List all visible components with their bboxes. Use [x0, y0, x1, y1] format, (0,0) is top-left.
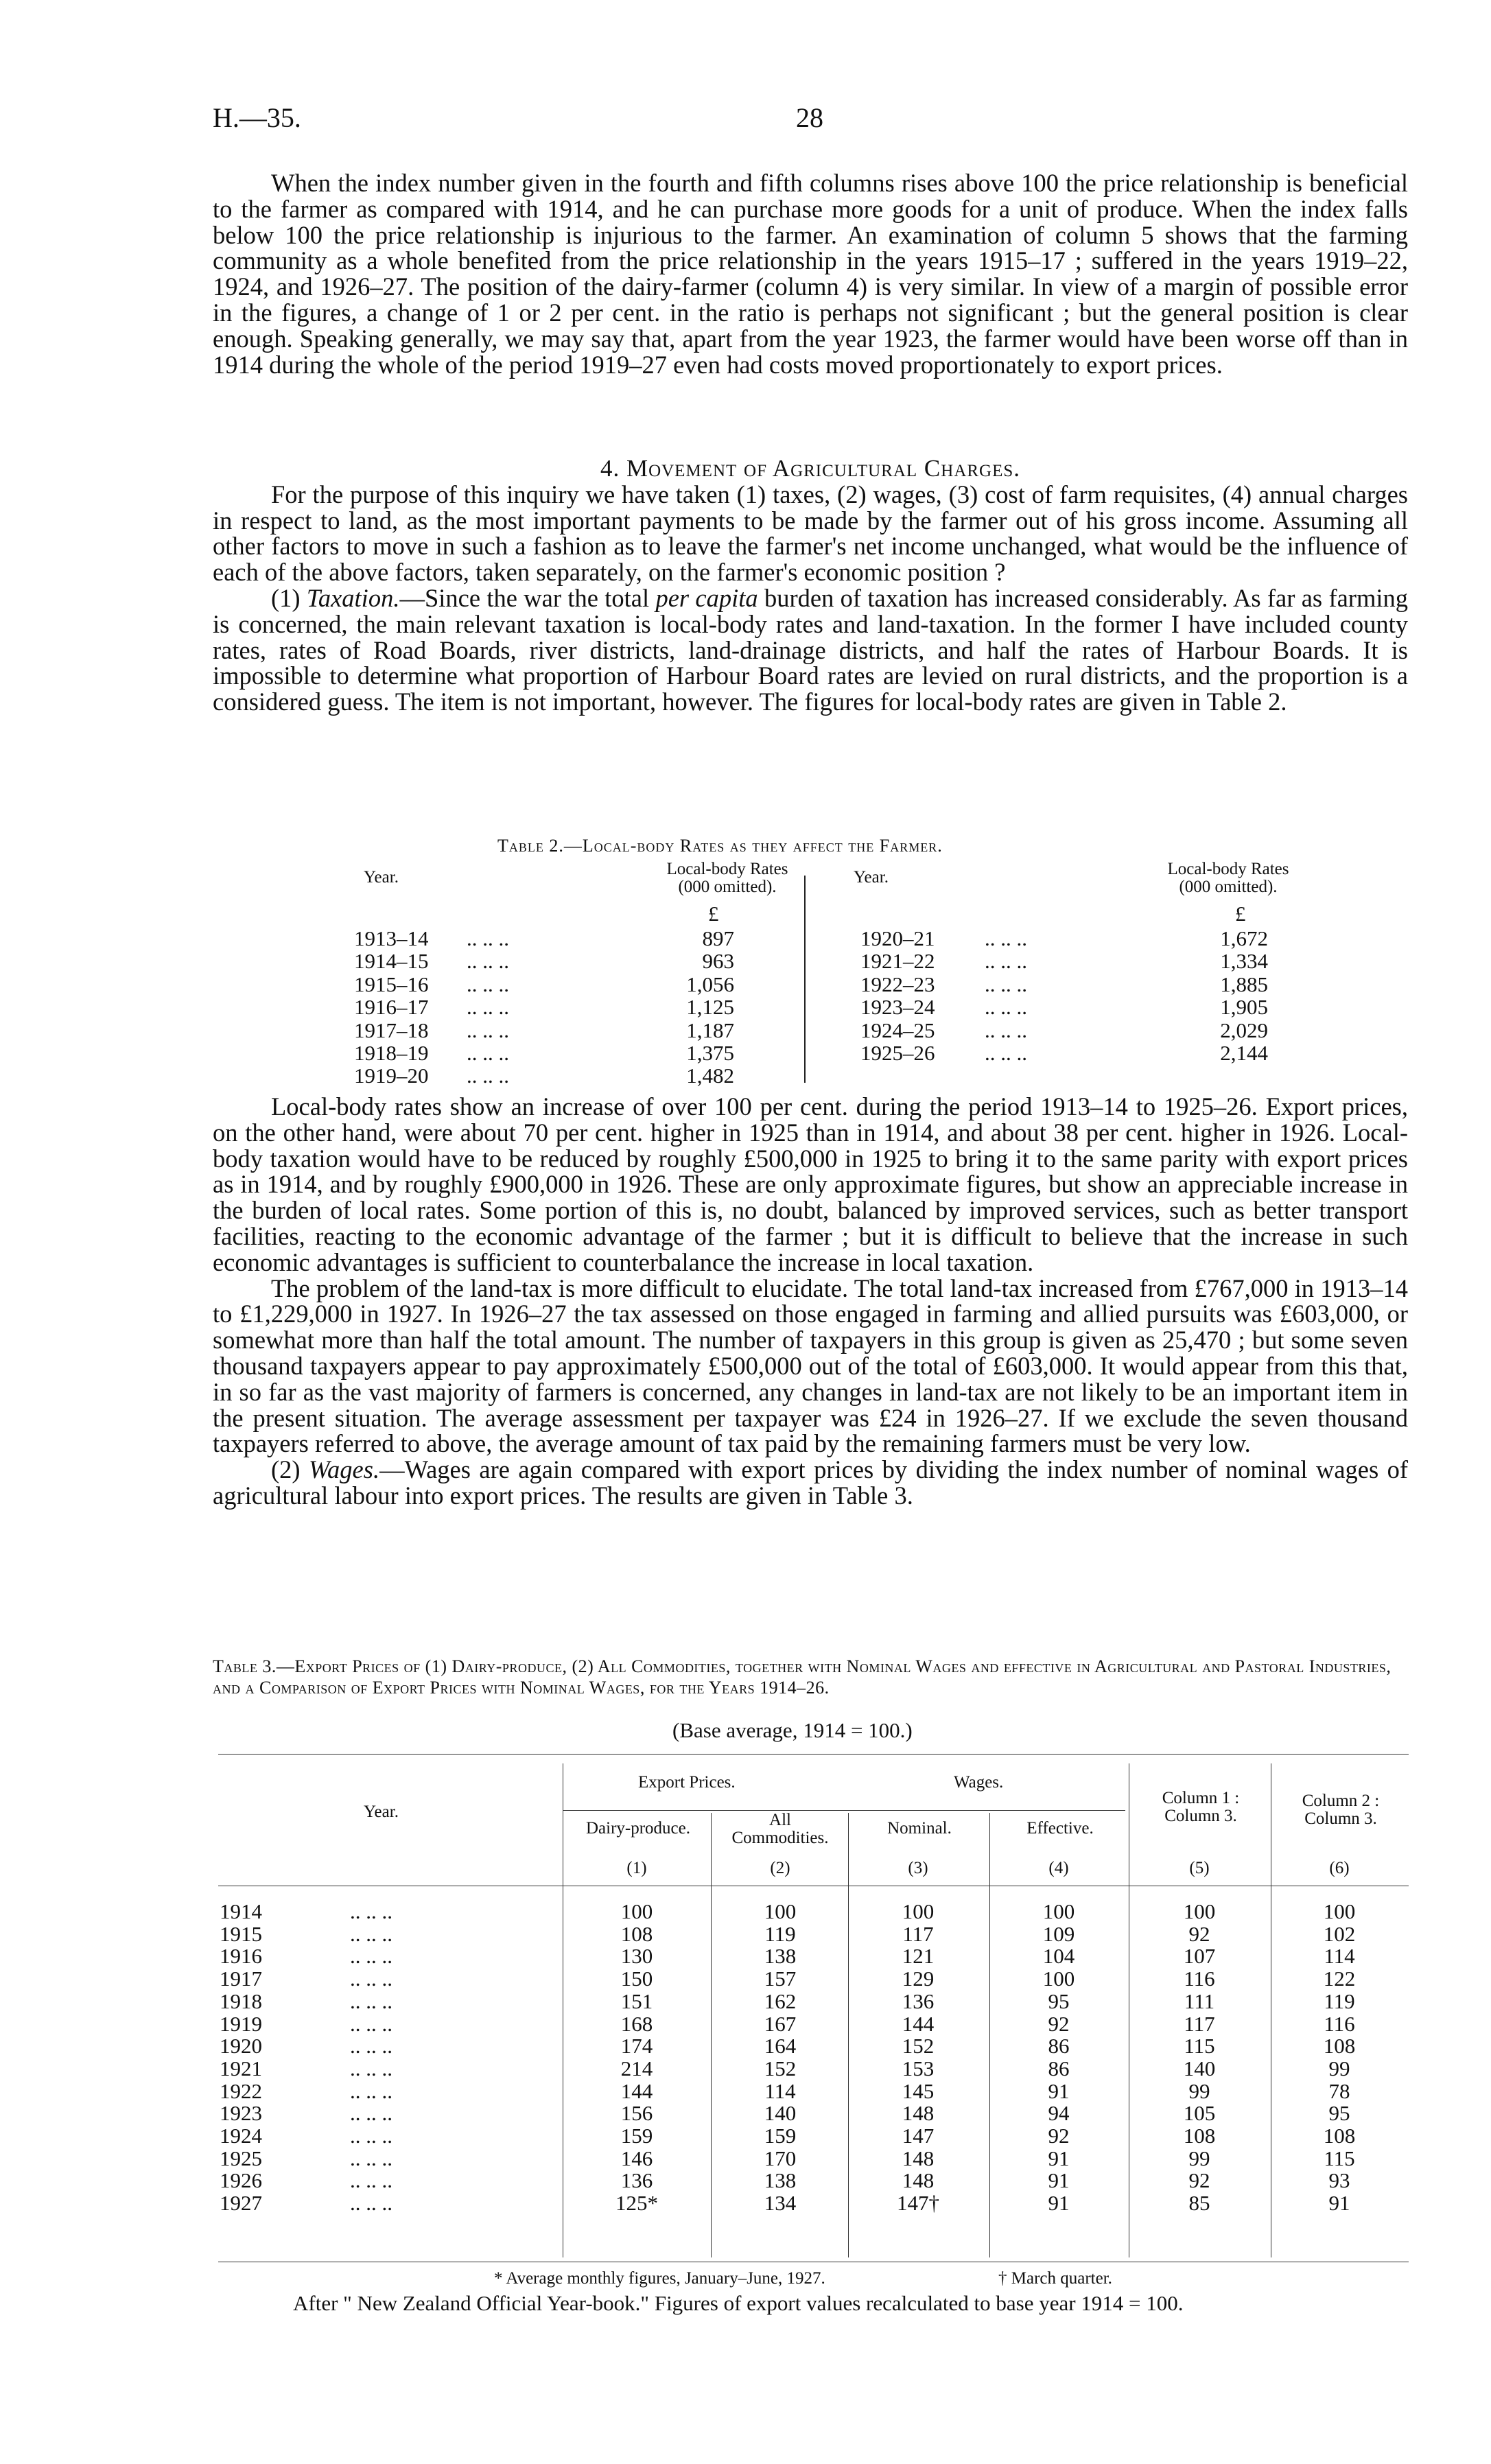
table-2-value-cell: 1,125 [686, 995, 734, 1020]
table-3-cell-c3: 100 [902, 1899, 935, 1923]
table-2-value-cell: 1,187 [686, 1018, 734, 1042]
table-3-cell-c1: 144 [620, 2078, 653, 2103]
table-2-value-cell: 1,334 [1220, 949, 1268, 974]
table-2-value-cell: 1,056 [686, 972, 734, 996]
table-2-value-cell: 1,885 [1220, 972, 1268, 996]
table-3-cell-c5: 100 [1183, 1899, 1216, 1923]
table-3-cell-c6: 115 [1324, 2146, 1355, 2170]
paragraph-purpose: For the purpose of this inquiry we have taken (1) taxes, (2) wages, (3) cost of farm requisites, (4) annual charges in respect to land, as the most important payments to be made by the farmer out of his gross income. Assuming all other factors to move in such a fashion as to leave the farmer's net income unchanged, what would be the influence of each of the above factors, taken separately, on the farmer's economic position ? [213, 480, 1408, 587]
table-3-cell-c1: 100 [620, 1899, 653, 1923]
table-3-cell-c5: 85 [1188, 2191, 1210, 2216]
table-3-cell-c3: 148 [902, 2168, 935, 2193]
source-note: After " New Zealand Official Year-book." Figures of export values recalculated to base year 1914 = 100. [293, 2291, 1184, 2315]
table-3-year-cell: 1924 [220, 2124, 262, 2148]
table-3-year-cell: 1919 [220, 2011, 262, 2036]
table-2-currency: £ [708, 902, 719, 926]
table-3-cell-c6: 116 [1324, 2011, 1355, 2036]
table-2-year-cell: 1918–19 [354, 1041, 429, 1065]
text-block-middle [213, 1094, 1408, 1509]
table-3-cell-c6: 114 [1324, 1944, 1355, 1969]
table-3-cell-c2: 167 [764, 2011, 797, 2036]
table-2-year-cell: 1923–24 [860, 995, 935, 1020]
table-3-head-effective: Effective. [1026, 1819, 1094, 1838]
table-2-leaders: .. .. .. [985, 995, 1027, 1020]
table-2-col-year-b: Year. [854, 868, 889, 887]
table-3-cell-c3: 148 [902, 2101, 935, 2126]
table-3-leaders: .. .. .. [350, 1921, 392, 1946]
table-3-cell-c4: 91 [1048, 2168, 1070, 2193]
table-3-cell-c5: 92 [1188, 1921, 1210, 1946]
table-3-cell-c2: 152 [764, 2056, 797, 2080]
table-2-value-cell: 1,482 [686, 1064, 734, 1088]
table-3-head-col6: Column 2 : Column 3. [1302, 1792, 1380, 1828]
table-3-cell-c6: 95 [1328, 2101, 1350, 2126]
table-3-group-rule [563, 1810, 1125, 1811]
table-3-cell-c1: 125* [615, 2191, 658, 2216]
table-3-head-col5: Column 1 : Column 3. [1162, 1789, 1240, 1825]
table-3-cell-c3: 144 [902, 2011, 935, 2036]
page-number: 28 [796, 102, 823, 133]
table-3-cell-c3: 121 [902, 1944, 935, 1969]
table-3-colnum: (5) [1189, 1859, 1210, 1877]
table-2-value-cell: 1,905 [1220, 995, 1268, 1020]
paragraph-local-body-rates: Local-body rates show an increase of over 100 per cent. during the period 1913–14 to 1925–26. Export prices, on the other hand, were about 70 per cent. higher in 1925 than in 1914, and about 38 per cent. higher in 1926. Local-body taxation would have to be reduced by roughly £500,000 in 1925 to bring it to the same parity with export prices as in 1914, and by roughly £900,000 in 1926. These are only approximate figures, but show an appreciable increase in the burden of local rates. Some portion of this is, no doubt, balanced by improved services, such as better transport facilities, reacting to the economic advantage of the farmer ; but it is difficult to believe that the increase in such economic advantages is sufficient to counterbalance the increase in local taxation. [213, 1092, 1408, 1276]
table-2-leaders: .. .. .. [985, 1018, 1027, 1042]
table-2-value-cell: 1,672 [1220, 926, 1268, 950]
table-3-year-cell: 1926 [220, 2168, 262, 2193]
table-3-cell-c5: 111 [1184, 1988, 1215, 2013]
table-3-top-rule [218, 1754, 1409, 1755]
table-3-title: Table 3.—Export Prices of (1) Dairy-produce, (2) All Commodities, together with Nominal Wages and effective in Agricultural and Pastoral Industries, and a Comparison of Export Prices with Nominal Wages, for the Years 1914–26. [213, 1656, 1392, 1698]
paragraph-land-tax: The problem of the land-tax is more difficult to elucidate. The total land-tax increased from £767,000 in 1913–14 to £1,229,000 in 1927. In 1926–27 the tax assessed on those engaged in farming and allied pursuits was £603,000, or somewhat more than half the total amount. The number of taxpayers in this group is given as 25,470 ; but some seven thousand taxpayers appear to pay approximately £500,000 out of the total of £603,000. It would appear from this that, in so far as the vast majority of farmers is concerned, any changes in land-tax are not likely to be an important item in the present situation. The average assessment per taxpayer was £24 in 1926–27. If we exclude the seven thousand taxpayers referred to above, the average amount of tax paid by the remaining farmers must be very low. [213, 1274, 1408, 1458]
table-3-leaders: .. .. .. [350, 1899, 392, 1923]
table-3-leaders: .. .. .. [350, 2078, 392, 2103]
table-3-cell-c3: 129 [902, 1967, 935, 1991]
table-3-leaders: .. .. .. [350, 1967, 392, 1991]
table-3-cell-c3: 147 [902, 2124, 935, 2148]
table-3-year-cell: 1921 [220, 2056, 262, 2080]
table-3-leaders: .. .. .. [350, 1944, 392, 1969]
table-3-cell-c6: 100 [1323, 1899, 1356, 1923]
footnote-march-quarter: † March quarter. [998, 2269, 1112, 2288]
table-3-cell-c4: 91 [1048, 2146, 1070, 2170]
table-3-colnum: (2) [770, 1859, 790, 1877]
table-3-cell-c4: 91 [1048, 2191, 1070, 2216]
table-3-head-nominal: Nominal. [887, 1819, 952, 1838]
table-3-cell-c1: 151 [620, 1988, 653, 2013]
table-2-value-cell: 2,029 [1220, 1018, 1268, 1042]
table-3-leaders: .. .. .. [350, 2011, 392, 2036]
table-3-cell-c6: 99 [1328, 2056, 1350, 2080]
table-3-base-note: (Base average, 1914 = 100.) [672, 1718, 913, 1742]
table-2-value-cell: 963 [702, 949, 734, 974]
table-3-cell-c4: 86 [1048, 2034, 1070, 2058]
table-3-colnum: (3) [908, 1859, 928, 1877]
wages-label: Wages. [308, 1455, 380, 1484]
table-2-divider [804, 876, 806, 1083]
paragraph-wages: (2) Wages.—Wages are again compared with export prices by dividing the index number of nominal wages of agricultural labour into export prices. The results are given in Table 3. [213, 1455, 1408, 1510]
table-2-year-cell: 1914–15 [354, 949, 429, 974]
table-2-leaders: .. .. .. [467, 1018, 509, 1042]
table-2-year-cell: 1920–21 [860, 926, 935, 950]
table-3-colnum: (1) [626, 1859, 647, 1877]
table-3-cell-c1: 174 [620, 2034, 653, 2058]
table-3-cell-c4: 109 [1042, 1921, 1075, 1946]
table-2-year-cell: 1919–20 [354, 1064, 429, 1088]
table-2-leaders: .. .. .. [467, 949, 509, 974]
text-block-section-4 [213, 456, 1408, 715]
table-3-year-cell: 1922 [220, 2078, 262, 2103]
table-2-value-cell: 1,375 [686, 1041, 734, 1065]
table-3-cell-c6: 91 [1328, 2191, 1350, 2216]
table-2-year-cell: 1921–22 [860, 949, 935, 974]
table-3-colnum: (6) [1329, 1859, 1350, 1877]
table-3-cell-c2: 170 [764, 2146, 797, 2170]
table-3-year-cell: 1917 [220, 1967, 262, 1991]
table-3-cell-c2: 140 [764, 2101, 797, 2126]
table-3-cell-c2: 138 [764, 1944, 797, 1969]
table-3-year-cell: 1927 [220, 2191, 262, 2216]
table-3-vline-3 [848, 1813, 849, 2257]
table-3-cell-c1: 214 [620, 2056, 653, 2080]
table-2-leaders: .. .. .. [985, 972, 1027, 996]
table-3-colnum: (4) [1048, 1859, 1069, 1877]
table-2-col-year: Year. [364, 868, 399, 887]
table-3-cell-c5: 107 [1183, 1944, 1216, 1969]
table-3-cell-c5: 140 [1183, 2056, 1216, 2080]
table-3-leaders: .. .. .. [350, 2034, 392, 2058]
table-3-cell-c2: 100 [764, 1899, 797, 1923]
table-3-cell-c5: 117 [1184, 2011, 1215, 2036]
table-2-year-cell: 1913–14 [354, 926, 429, 950]
table-3-leaders: .. .. .. [350, 2101, 392, 2126]
table-3-year-cell: 1925 [220, 2146, 262, 2170]
table-3-year-cell: 1915 [220, 1921, 262, 1946]
table-2-leaders: .. .. .. [467, 972, 509, 996]
table-2-col-rates-b: Local-body Rates (000 omitted). [1167, 860, 1289, 896]
table-2-leaders: .. .. .. [467, 1064, 509, 1088]
table-3-cell-c1: 130 [620, 1944, 653, 1969]
table-2-leaders: .. .. .. [985, 1041, 1027, 1065]
table-3-cell-c4: 92 [1048, 2124, 1070, 2148]
table-3-cell-c2: 114 [764, 2078, 796, 2103]
table-3-year-cell: 1916 [220, 1944, 262, 1969]
table-3-vline-4 [989, 1813, 990, 2257]
table-3-cell-c4: 104 [1042, 1944, 1075, 1969]
table-3-cell-c1: 146 [620, 2146, 653, 2170]
paragraph-taxation: (1) Taxation.—Since the war the total per capita burden of taxation has increased considerably. As far as farming is concerned, the main relevant taxation is local-body rates and land-taxation. In the former I have included county rates, rates of Road Boards, river districts, land-drainage districts, and half the rates of Harbour Boards. It is impossible to determine what proportion of Harbour Board rates are levied on rural districts, and the proportion is a considered guess. The item is not important, however. The figures for local-body rates are given in Table 2. [213, 583, 1408, 716]
table-2-leaders: .. .. .. [467, 926, 509, 950]
table-3-cell-c6: 119 [1324, 1988, 1355, 2013]
table-2-year-cell: 1922–23 [860, 972, 935, 996]
table-2 [213, 836, 1408, 1090]
table-3-cell-c1: 108 [620, 1921, 653, 1946]
table-3-cell-c4: 100 [1042, 1899, 1075, 1923]
table-3-leaders: .. .. .. [350, 1988, 392, 2013]
table-3-cell-c2: 134 [764, 2191, 797, 2216]
table-2-title: Table 2.—Local-body Rates as they affect the Farmer. [497, 836, 943, 856]
table-3-cell-c5: 115 [1184, 2034, 1215, 2058]
table-3-cell-c3: 147† [897, 2191, 939, 2216]
table-3-cell-c3: 145 [902, 2078, 935, 2103]
table-3-cell-c6: 108 [1323, 2034, 1356, 2058]
table-3-cell-c5: 108 [1183, 2124, 1216, 2148]
document-reference: H.—35. [213, 102, 301, 133]
table-3-leaders: .. .. .. [350, 2124, 392, 2148]
table-3-cell-c5: 99 [1188, 2146, 1210, 2170]
table-3-head-wages: Wages. [954, 1773, 1004, 1792]
table-3-cell-c3: 152 [902, 2034, 935, 2058]
table-3-head-year: Year. [364, 1803, 399, 1821]
table-3-cell-c1: 136 [620, 2168, 653, 2193]
table-3-cell-c2: 164 [764, 2034, 797, 2058]
table-3-cell-c6: 93 [1328, 2168, 1350, 2193]
table-3-cell-c1: 168 [620, 2011, 653, 2036]
table-3-year-cell: 1923 [220, 2101, 262, 2126]
table-3-leaders: .. .. .. [350, 2146, 392, 2170]
table-3-cell-c4: 100 [1042, 1967, 1075, 1991]
table-2-year-cell: 1916–17 [354, 995, 429, 1020]
table-2-leaders: .. .. .. [467, 995, 509, 1020]
table-3-cell-c2: 159 [764, 2124, 797, 2148]
table-2-value-cell: 2,144 [1220, 1041, 1268, 1065]
table-3-cell-c6: 122 [1323, 1967, 1356, 1991]
paragraph-index-numbers: When the index number given in the fourth and fifth columns rises above 100 the price relationship is beneficial to the farmer as compared with 1914, and he can purchase more goods for a unit of produce. When the index falls below 100 the price relationship is injurious to the farmer. An examination of column 5 shows that the farming community as a whole benefited from the price relationship in the years 1915–17 ; suffered in the years 1919–22, 1924, and 1926–27. The position of the dairy-farmer (column 4) is very similar. In view of a margin of possible error in the figures, a change of 1 or 2 per cent. in the ratio is perhaps not significant ; but the general position is clear enough. Speaking generally, we may say that, apart from the year 1923, the farmer would have been worse off than in 1914 during the whole of the period 1919–27 even had costs moved proportionately to export prices. [213, 169, 1408, 379]
table-3-leaders: .. .. .. [350, 2168, 392, 2193]
table-2-year-cell: 1924–25 [860, 1018, 935, 1042]
table-2-year-cell: 1915–16 [354, 972, 429, 996]
table-3-cell-c3: 117 [902, 1921, 934, 1946]
table-3-cell-c6: 78 [1328, 2078, 1350, 2103]
table-3-cell-c5: 99 [1188, 2078, 1210, 2103]
table-3-cell-c4: 86 [1048, 2056, 1070, 2080]
table-3-cell-c6: 108 [1323, 2124, 1356, 2148]
table-3-cell-c6: 102 [1323, 1921, 1356, 1946]
table-2-currency-b: £ [1235, 902, 1246, 926]
table-2-value-cell: 897 [702, 926, 734, 950]
table-2-leaders: .. .. .. [985, 926, 1027, 950]
table-3-cell-c4: 94 [1048, 2101, 1070, 2126]
table-2-leaders: .. .. .. [467, 1041, 509, 1065]
table-2-col-rates: Local-body Rates (000 omitted). [666, 860, 788, 896]
table-3-cell-c4: 92 [1048, 2011, 1070, 2036]
table-3-year-cell: 1918 [220, 1988, 262, 2013]
table-3-cell-c2: 157 [764, 1967, 797, 1991]
table-3-year-cell: 1920 [220, 2034, 262, 2058]
text-block-top [213, 170, 1408, 377]
table-3-cell-c3: 136 [902, 1988, 935, 2013]
footnote-average: * Average monthly figures, January–June, 1927. [494, 2269, 825, 2288]
table-3-vline-2 [711, 1813, 712, 2257]
table-3-leaders: .. .. .. [350, 2056, 392, 2080]
table-3-cell-c1: 156 [620, 2101, 653, 2126]
section-heading: 4. Movement of Agricultural Charges. [600, 455, 1021, 482]
table-3-cell-c5: 105 [1183, 2101, 1216, 2126]
table-3-head-all: All Commodities. [731, 1811, 829, 1847]
table-3-cell-c1: 159 [620, 2124, 653, 2148]
table-3-cell-c1: 150 [620, 1967, 653, 1991]
table-2-year-cell: 1925–26 [860, 1041, 935, 1065]
taxation-label: Taxation. [306, 583, 400, 612]
table-3-leaders: .. .. .. [350, 2191, 392, 2216]
table-3-cell-c4: 95 [1048, 1988, 1070, 2013]
table-3-head-export: Export Prices. [638, 1773, 736, 1792]
table-3-cell-c2: 162 [764, 1988, 797, 2013]
table-3-cell-c5: 92 [1188, 2168, 1210, 2193]
table-3-cell-c3: 153 [902, 2056, 935, 2080]
table-3-cell-c5: 116 [1184, 1967, 1215, 1991]
table-2-leaders: .. .. .. [985, 949, 1027, 974]
table-3-head-dairy: Dairy-produce. [585, 1819, 690, 1838]
table-3-cell-c2: 138 [764, 2168, 797, 2193]
table-3-year-cell: 1914 [220, 1899, 262, 1923]
table-3-cell-c4: 91 [1048, 2078, 1070, 2103]
table-3-cell-c2: 119 [764, 1921, 796, 1946]
table-3-cell-c3: 148 [902, 2146, 935, 2170]
table-2-year-cell: 1917–18 [354, 1018, 429, 1042]
